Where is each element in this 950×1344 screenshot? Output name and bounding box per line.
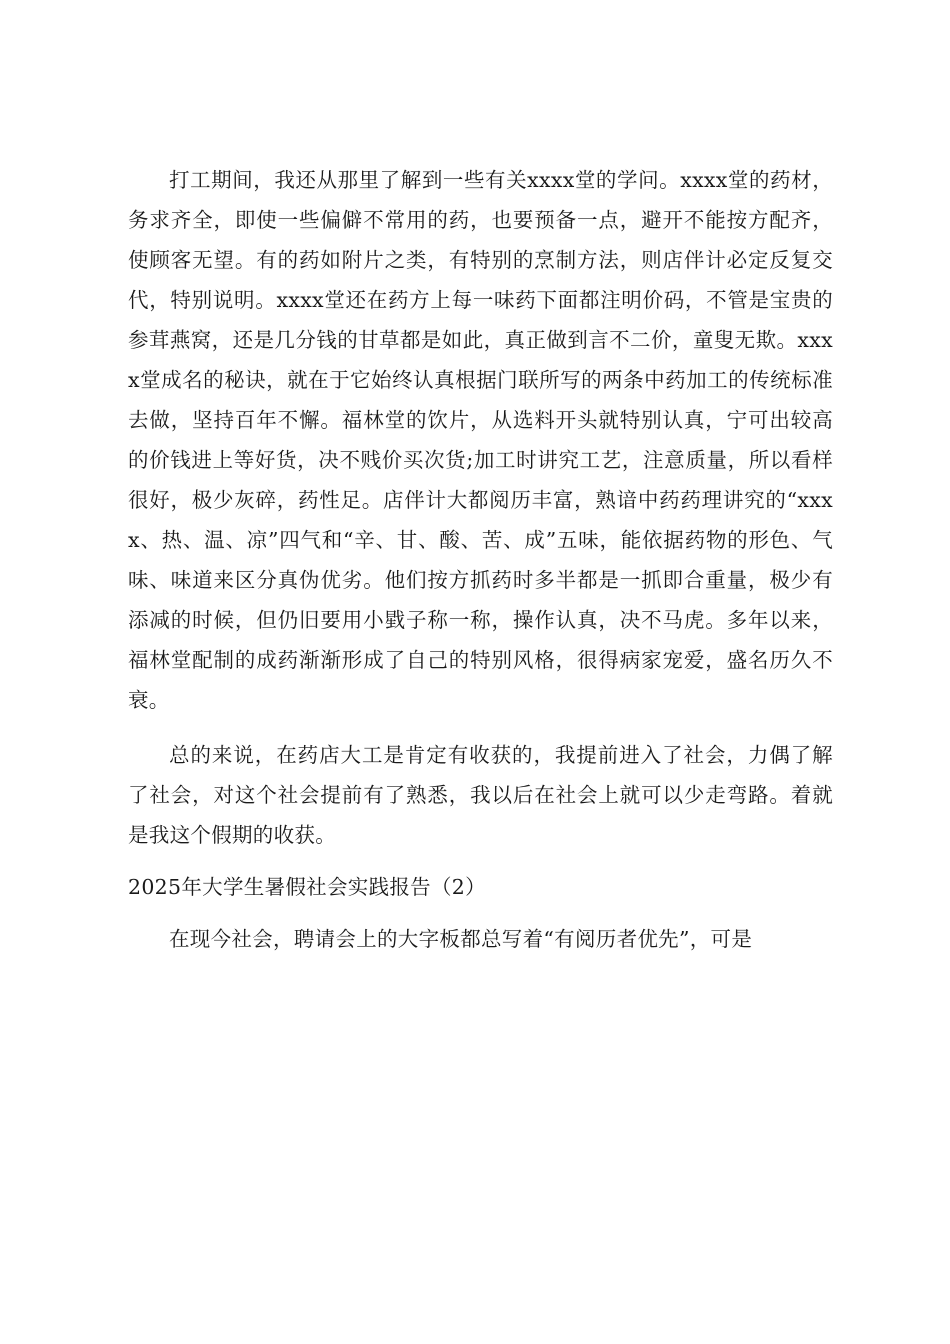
body-paragraph: 在现今社会，聘请会上的大字板都总写着“有阅历者优先”，可是 [169,927,753,951]
section-heading: 2025年大学生暑假社会实践报告（2） [128,875,486,899]
body-paragraph: 总的来说，在药店大工是肯定有收获的，我提前进入了社会，力偶了解了社会，对这个社会提前有了熟悉，我以后在社会上就可以少走弯路。着就是我这个假期的收获。 [128,743,833,847]
document-body [128,160,833,959]
body-paragraph: 打工期间，我还从那里了解到一些有关xxxx堂的学问。xxxx堂的药材，务求齐全，即使一些偏僻不常用的药，也要预备一点，避开不能按方配齐，使顾客无望。有的药如附片之类，有特别的烹制方法，则店伴计必定反复交代，特别说明。xxxx堂还在药方上每一味药下面都注明价码，不管是宝贵的参茸燕窝，还是几分钱的甘草都是如此，真正做到言不二价，童叟无欺。xxxx堂成名的秘诀，就在于它始终认真根据门联所写的两条中药加工的传统标准去做，坚持百年不懈。福林堂的饮片，从选料开头就特别认真，宁可出较高的价钱进上等好货，决不贱价买次货;加工时讲究工艺，注意质量，所以看样很好，极少灰碎，药性足。店伴计大都阅历丰富，熟谙中药药理讲究的“xxxx、热、温、凉”四气和“辛、甘、酸、苦、成”五味，能依据药物的形色、气味、味道来区分真伪优劣。他们按方抓药时多半都是一抓即合重量，极少有添减的时候，但仍旧要用小戥子称一称，操作认真，决不马虎。多年以来，福林堂配制的成药渐渐形成了自己的特别风格，很得病家宠爱，盛名历久不衰。 [128,168,833,712]
